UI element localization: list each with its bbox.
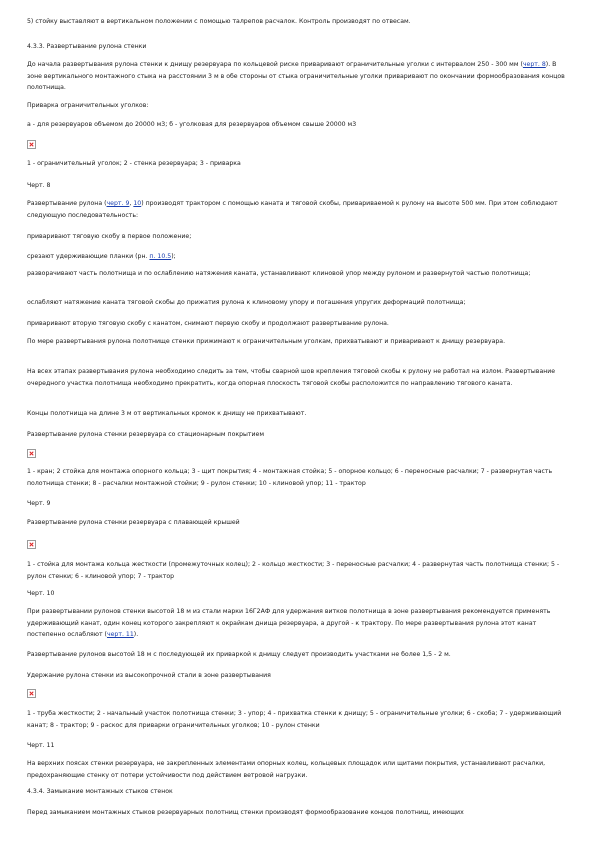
figure-title-drawing-10: Развертывание рулона стенки резервуара с плавающей крышей bbox=[27, 519, 240, 526]
figure-subtitle-angles: а - для резервуаров объемом до 20000 м3; б - уголковая для резервуаров объемом свыше 20000 м3 bbox=[27, 121, 357, 128]
paragraph-angle-spacing bbox=[27, 59, 569, 94]
paragraph-ends-not-tacked: Концы полотнища на длине 3 м от вертикальных кромок к днищу не прихватывают. bbox=[27, 410, 307, 417]
broken-image-icon bbox=[27, 689, 36, 698]
paragraph-press-to-angles: По мере развертывания рулона полотнище стенки прижимают к ограничительным уголкам, прихватывают и приваривают к днищу резервуара. bbox=[27, 338, 506, 345]
step-weld-first-bracket: приваривают тяговую скобу в первое положение; bbox=[27, 233, 192, 240]
section-heading-4-3-4: 4.3.4. Замыкание монтажных стыков стенок bbox=[27, 788, 173, 795]
broken-image-icon bbox=[27, 449, 36, 458]
text-span: До начала развертывания рулона стенки к днищу резервуара по кольцевой риске приваривают ограничительные уголки с интервалом 250 - 300 мм ( bbox=[27, 61, 523, 68]
broken-image-icon bbox=[27, 140, 36, 149]
figure-legend-drawing-8: 1 - ограничительный уголок; 2 - стенка резервуара; 3 - приварка bbox=[27, 160, 241, 167]
step-cut-holding-strips bbox=[27, 251, 569, 263]
text-span: ). bbox=[133, 631, 139, 638]
text-span: При развертывании рулонов стенки высотой 18 м из стали марки 16Г2АФ для удержания витков полотнища в зоне развертывания рекомендуется применять удерживающий канат, один конец которого закрепляют к окрайкам днища резервуара, а другой - к трактору. По мере развертывания рулона этот канат постепенно ослабляют ( bbox=[27, 608, 551, 638]
paragraph-step-5: 5) стойку выставляют в вертикальном положении с помощью талрепов расчалок. Контроль производят по отвесам. bbox=[27, 18, 411, 25]
text-span: , bbox=[129, 200, 134, 207]
paragraph-unrolling-procedure bbox=[27, 198, 569, 221]
link-drawing-9[interactable]: черт. 9 bbox=[106, 200, 130, 207]
step-loosen-cable: ослабляют натяжение каната тяговой скобы до прижатия рулона к клиновому упору и погашения упругих деформаций полотнища; bbox=[27, 299, 466, 306]
paragraph-wind-guys: На верхних поясах стенки резервуара, не закрепленных элементами опорных колец, кольцевых площадок или щитами покрытия, устанавливают расчалки, предохраняющие стенку от потери устойчивости под действием ветровой нагрузки. bbox=[27, 760, 546, 779]
step-unroll-part: разворачивают часть полотнища и по ослаблению натяжения каната, устанавливают клиновой упор между рулоном и развернутой частью полотнища; bbox=[27, 270, 531, 277]
caption-drawing-9: Черт. 9 bbox=[27, 500, 51, 507]
text-span: Развертывание рулона ( bbox=[27, 200, 107, 207]
text-span: ). В зоне вертикального монтажного стыка на расстоянии 3 м в обе стороны от стыка ограничительные уголки приваривают по окончании формообразования концов полотнища. bbox=[27, 61, 565, 91]
figure-title-drawing-9: Развертывание рулона стенки резервуара со стационарным покрытием bbox=[27, 431, 265, 438]
paragraph-sections-limit: Развертывание рулонов высотой 18 м с последующей их приваркой к днищу следует производить участками не более 1,5 - 2 м. bbox=[27, 651, 451, 658]
broken-image-icon bbox=[27, 540, 36, 549]
paragraph-holding-cable bbox=[27, 606, 569, 641]
figure-title-angles: Приварка ограничительных уголков: bbox=[27, 102, 149, 109]
paragraph-closing-joints: Перед замыканием монтажных стыков резервуарных полотнищ стенки производят формообразование концов полотнищ, имеющих bbox=[27, 809, 464, 816]
figure-title-drawing-11: Удержание рулона стенки из высокопрочной стали в зоне развертывания bbox=[27, 672, 271, 679]
figure-legend-drawing-10: 1 - стойка для монтажа кольца жесткости (промежуточных колец); 2 - кольцо жесткости; 3 - переносные расчалки; 4 - развернутая часть полотнища стенки; 5 - рулон стенки; 6 - клиновой упор; 7 - трактор bbox=[27, 561, 560, 580]
text-span: ) производят трактором с помощью каната и тяговой скобы, привариваемой к рулону на высоте 500 мм. При этом соблюдают следующую последовательность: bbox=[27, 200, 558, 219]
paragraph-weld-monitoring: На всех этапах развертывания рулона необходимо следить за тем, чтобы сварной шов крепления тяговой скобы к рулону не работал на излом. Развертывание очередного участка полотнища необходимо прекратить, когда опорная плоскость тяговой скобы расположится по направлению тягового каната. bbox=[27, 368, 556, 387]
link-drawing-11[interactable]: черт. 11 bbox=[106, 631, 134, 638]
caption-drawing-11: Черт. 11 bbox=[27, 742, 55, 749]
link-drawing-10[interactable]: 10 bbox=[133, 200, 142, 207]
caption-drawing-10: Черт. 10 bbox=[27, 590, 55, 597]
text-span: срезают удерживающие планки (рн. bbox=[27, 253, 150, 260]
link-item-10-5[interactable]: п. 10.5 bbox=[149, 253, 172, 260]
step-weld-second-bracket: приваривают вторую тяговую скобу с канатом, снимают первую скобу и продолжают развертывание рулона. bbox=[27, 320, 389, 327]
text-span: ); bbox=[171, 253, 176, 260]
figure-legend-drawing-11: 1 - труба жесткости; 2 - начальный участок полотнища стенки; 3 - упор; 4 - прихватка стенки к днищу; 5 - ограничительные уголки; 6 - скоба; 7 - удерживающий канат; 8 - трактор; 9 - раскос для приварки ограничительных уголков; 10 - рулон стенки bbox=[27, 710, 562, 729]
section-heading-4-3-3: 4.3.3. Развертывание рулона стенки bbox=[27, 43, 147, 50]
link-drawing-8[interactable]: черт. 8 bbox=[522, 61, 546, 68]
caption-drawing-8: Черт. 8 bbox=[27, 182, 51, 189]
figure-legend-drawing-9: 1 - кран; 2 стойка для монтажа опорного кольца; 3 - щит покрытия; 4 - монтажная стойка; 5 - опорное кольцо; 6 - переносные расчалки; 7 - развернутая часть полотнища стенки; 8 - расчалки монтажной стойки; 9 - рулон стенки; 10 - клиновой упор; 11 - трактор bbox=[27, 468, 553, 487]
